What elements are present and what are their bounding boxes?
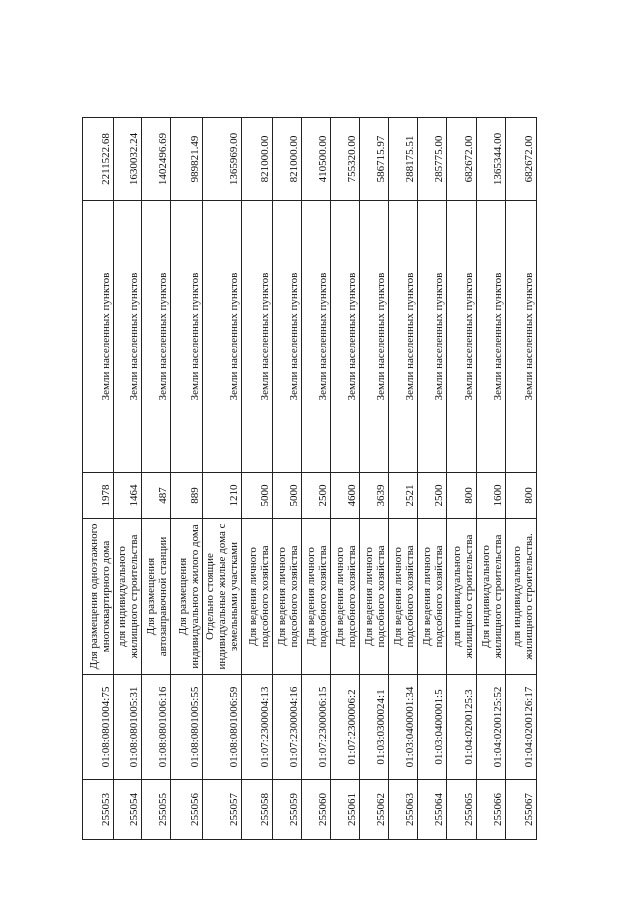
permitted-use-cell: Для индивидуального жилищного строительства [477, 519, 506, 675]
permitted-use-cell: Отдельно стоящие индивидуальные жилые дома с земельными участками [203, 519, 242, 675]
cadastral-value-cell: 288175.51 [389, 118, 418, 201]
land-category-cell: Земли населенных пунктов [418, 201, 447, 473]
permitted-use-cell: Для ведения личного подсобного хозяйства [389, 519, 418, 675]
land-category-cell: Земли населенных пунктов [273, 201, 302, 473]
cadastral-value-cell: 821000.00 [273, 118, 302, 201]
cadastral-value-cell: 586715.97 [360, 118, 389, 201]
row-number-cell: 255067 [506, 780, 537, 840]
land-category-cell: Земли населенных пунктов [203, 201, 242, 473]
cadastral-number-cell: 01:04:0200126:17 [506, 675, 537, 780]
table-row [114, 118, 142, 840]
cadastral-value-cell: 1630032.24 [114, 118, 142, 201]
cadastral-number-cell: 01:03:0400001:34 [389, 675, 418, 780]
rotated-table-frame [82, 118, 640, 826]
cadastral-value-cell: 682672.00 [506, 118, 537, 201]
table-body [83, 118, 537, 840]
cadastral-value-cell: 2211522.68 [83, 118, 114, 201]
row-number-cell: 255060 [302, 780, 331, 840]
permitted-use-cell: Для ведения личного подсобного хозяйства [331, 519, 360, 675]
area-cell: 2500 [302, 473, 331, 519]
cadastral-value-cell: 821000.00 [242, 118, 273, 201]
permitted-use-cell: Для размещения индивидуального жилого дома [171, 519, 203, 675]
area-cell: 1210 [203, 473, 242, 519]
row-number-cell: 255054 [114, 780, 142, 840]
cadastral-number-cell: 01:04:0200125:52 [477, 675, 506, 780]
cadastral-number-cell: 01:07:2300006:15 [302, 675, 331, 780]
permitted-use-cell: Для размещения автозаправочной станции [142, 519, 171, 675]
permitted-use-cell: для индивидуального жилищного строительства [114, 519, 142, 675]
area-cell: 1600 [477, 473, 506, 519]
area-cell: 4600 [331, 473, 360, 519]
cadastral-number-cell: 01:07:2300006:2 [331, 675, 360, 780]
land-category-cell: Земли населенных пунктов [242, 201, 273, 473]
row-number-cell: 255063 [389, 780, 418, 840]
row-number-cell: 255053 [83, 780, 114, 840]
land-registry-table [82, 117, 537, 840]
area-cell: 487 [142, 473, 171, 519]
cadastral-number-cell: 01:07:2300004:13 [242, 675, 273, 780]
row-number-cell: 255066 [477, 780, 506, 840]
permitted-use-cell: для индивидуального жилищного строительства [447, 519, 477, 675]
cadastral-value-cell: 410500.00 [302, 118, 331, 201]
land-category-cell: Земли населенных пунктов [142, 201, 171, 473]
table-row [83, 118, 114, 840]
table-row [203, 118, 242, 840]
cadastral-number-cell: 01:04:0200125:3 [447, 675, 477, 780]
table-row [273, 118, 302, 840]
row-number-cell: 255064 [418, 780, 447, 840]
row-number-cell: 255061 [331, 780, 360, 840]
area-cell: 5000 [273, 473, 302, 519]
cadastral-number-cell: 01:03:0400001:5 [418, 675, 447, 780]
table-row [142, 118, 171, 840]
row-number-cell: 255058 [242, 780, 273, 840]
cadastral-number-cell: 01:08:0801005:55 [171, 675, 203, 780]
land-category-cell: Земли населенных пунктов [331, 201, 360, 473]
table-row [477, 118, 506, 840]
table-row [302, 118, 331, 840]
cadastral-number-cell: 01:08:0801006:59 [203, 675, 242, 780]
cadastral-number-cell: 01:07:2300004:16 [273, 675, 302, 780]
cadastral-number-cell: 01:08:0801005:31 [114, 675, 142, 780]
area-cell: 1464 [114, 473, 142, 519]
row-number-cell: 255057 [203, 780, 242, 840]
permitted-use-cell: Для ведения личного подсобного хозяйства [418, 519, 447, 675]
land-category-cell: Земли населенных пунктов [447, 201, 477, 473]
row-number-cell: 255055 [142, 780, 171, 840]
rotated-table-inner [82, 118, 539, 840]
cadastral-value-cell: 1365969.00 [203, 118, 242, 201]
land-category-cell: Земли населенных пунктов [506, 201, 537, 473]
row-number-cell: 255059 [273, 780, 302, 840]
cadastral-value-cell: 989821.49 [171, 118, 203, 201]
table-row [360, 118, 389, 840]
permitted-use-cell: для индивидуального жилищного строительства. [506, 519, 537, 675]
row-number-cell: 255062 [360, 780, 389, 840]
permitted-use-cell: Для ведения личного подсобного хозяйства [360, 519, 389, 675]
cadastral-value-cell: 1402496.69 [142, 118, 171, 201]
cadastral-value-cell: 755320.00 [331, 118, 360, 201]
row-number-cell: 255065 [447, 780, 477, 840]
area-cell: 2500 [418, 473, 447, 519]
area-cell: 800 [506, 473, 537, 519]
area-cell: 800 [447, 473, 477, 519]
land-category-cell: Земли населенных пунктов [171, 201, 203, 473]
land-category-cell: Земли населенных пунктов [477, 201, 506, 473]
area-cell: 889 [171, 473, 203, 519]
permitted-use-cell: Для ведения личного подсобного хозяйства [273, 519, 302, 675]
area-cell: 3639 [360, 473, 389, 519]
permitted-use-cell: Для ведения личного подсобного хозяйства [242, 519, 273, 675]
area-cell: 1978 [83, 473, 114, 519]
land-category-cell: Земли населенных пунктов [389, 201, 418, 473]
cadastral-value-cell: 1365344.00 [477, 118, 506, 201]
table-row [418, 118, 447, 840]
table-row [171, 118, 203, 840]
cadastral-value-cell: 682672.00 [447, 118, 477, 201]
permitted-use-cell: Для размещения одноэтажного многоквартирного дома [83, 519, 114, 675]
permitted-use-cell: Для ведения личного подсобного хозяйства [302, 519, 331, 675]
row-number-cell: 255056 [171, 780, 203, 840]
area-cell: 5000 [242, 473, 273, 519]
area-cell: 2521 [389, 473, 418, 519]
cadastral-value-cell: 285775.00 [418, 118, 447, 201]
cadastral-number-cell: 01:03:0300024:1 [360, 675, 389, 780]
table-row [389, 118, 418, 840]
table-row [242, 118, 273, 840]
cadastral-number-cell: 01:08:0801004:75 [83, 675, 114, 780]
land-category-cell: Земли населенных пунктов [302, 201, 331, 473]
land-category-cell: Земли населенных пунктов [360, 201, 389, 473]
land-category-cell: Земли населенных пунктов [83, 201, 114, 473]
table-row [447, 118, 477, 840]
table-row [506, 118, 537, 840]
land-category-cell: Земли населенных пунктов [114, 201, 142, 473]
cadastral-number-cell: 01:08:0801006:16 [142, 675, 171, 780]
table-row [331, 118, 360, 840]
